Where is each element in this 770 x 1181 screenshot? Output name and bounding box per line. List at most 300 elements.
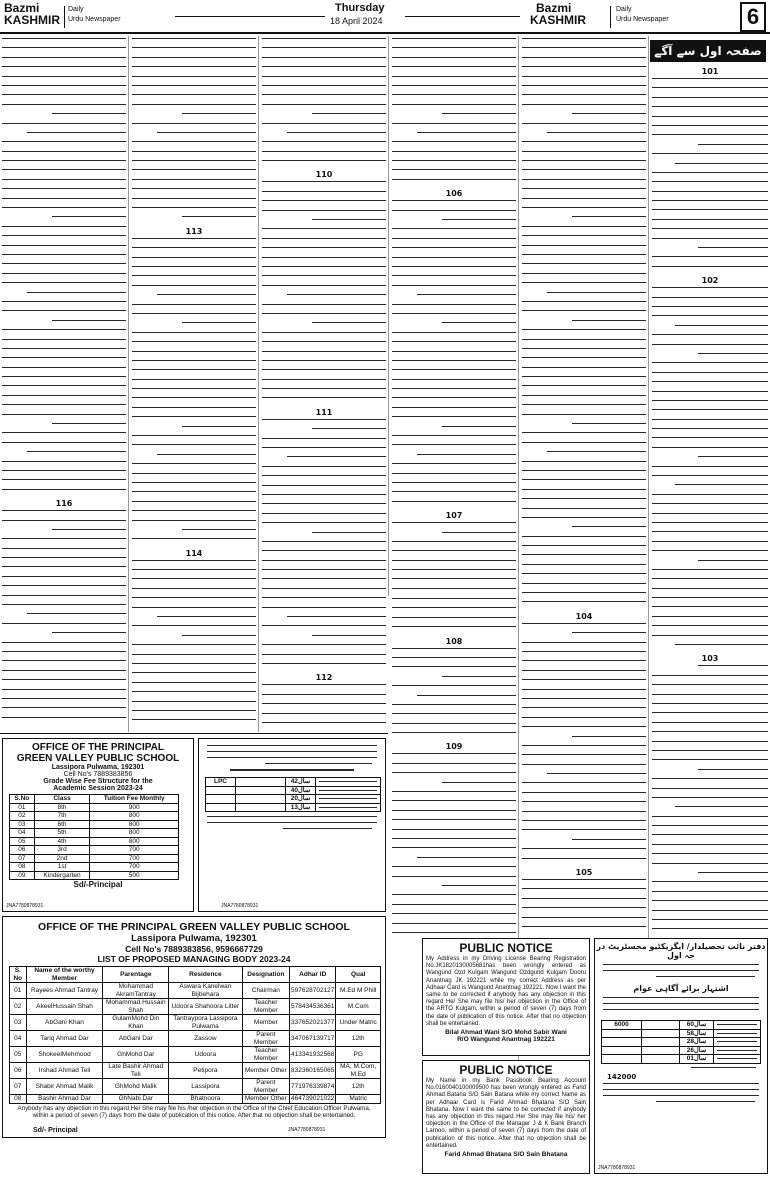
text-line: [522, 226, 646, 231]
text-line: [2, 301, 126, 306]
text-line: [392, 904, 516, 909]
mb-table-cell: Udoora: [169, 1047, 243, 1063]
mb-table-cell: Member: [242, 1015, 289, 1031]
text-line: [522, 76, 646, 81]
text-line: [262, 351, 386, 356]
urdu-ad-1-table: [205, 777, 381, 812]
article-number: 106: [445, 189, 463, 199]
text-line: [2, 66, 126, 71]
text-line: [652, 297, 768, 302]
pn2-body: My Name in my Bank Passbook Bearing Account No.0160040100009500 has been wrongly entered as Farid Ahmad Batana S/O Sain Batana while my correct Name as per Adhaar Card is Farid Ahmad Bhatana S/O Sain Bhatana. Now I want the same to be corrected if anybody has any objection in this regard He/ She may file his/ her objection in the Office of the Manager J & K Bank Branch Larnoo, within a period of seven (7) days from the date of publication of this notice. After that no objection shall be entertained.: [426, 1078, 586, 1149]
mb-table-cell: ShokeelMehmood: [26, 1047, 103, 1063]
urdu-ad-2-blank: [642, 1046, 680, 1055]
text-line: [262, 447, 386, 452]
text-line: [522, 811, 646, 816]
text-line: [132, 588, 256, 593]
text-line: [522, 169, 646, 174]
text-line: [572, 423, 646, 428]
column-rule: [128, 36, 129, 732]
urdu-ad-1-name: [316, 778, 381, 787]
fee-table-row: [10, 837, 179, 846]
fee-table-cell: 02: [10, 812, 35, 821]
urdu-ad-2-table: [601, 1020, 761, 1064]
text-line: [262, 360, 386, 365]
text-line: [522, 188, 646, 193]
school-ad-sign: Sd/-Principal: [73, 880, 123, 889]
text-line: [522, 689, 646, 694]
text-line: [132, 435, 256, 440]
text-line: [417, 454, 516, 459]
text-line: [392, 247, 516, 252]
fee-table-cell: 5th: [34, 829, 90, 838]
text-line: [262, 550, 386, 555]
text-line: [392, 732, 516, 737]
text-line: [132, 663, 256, 668]
text-line: [392, 753, 516, 758]
text-line: [652, 409, 768, 414]
fee-table-cell: 3rd: [34, 846, 90, 855]
mb-table-cell: Tariq Ahmad Dar: [26, 1031, 103, 1047]
text-line: [262, 285, 386, 290]
text-line: [392, 463, 516, 468]
text-line: [652, 910, 768, 915]
text-line: [287, 456, 386, 461]
text-line: [522, 651, 646, 656]
urdu-ad-2-years: [680, 1038, 714, 1047]
text-line: [262, 160, 386, 165]
text-line: [132, 313, 256, 318]
text-line: [652, 741, 768, 746]
mb-table-cell: M.Com: [336, 999, 381, 1015]
text-line: [522, 123, 646, 128]
text-line: [522, 782, 646, 787]
text-line: [132, 369, 256, 374]
text-line: [287, 294, 386, 299]
column-rule: [258, 36, 259, 732]
article-number: 104: [575, 611, 593, 621]
text-line: [2, 470, 126, 475]
fee-table-row: [10, 871, 179, 880]
text-line: [262, 66, 386, 71]
mb-table-row: [10, 1095, 381, 1104]
brand-left-2: KASHMIR: [4, 13, 60, 27]
text-line: [652, 900, 768, 905]
fee-table-header: Class: [34, 795, 90, 804]
school-ad-subtitle-1: Grade Wise Fee Structure for the: [43, 778, 153, 785]
text-line: [522, 573, 646, 578]
urdu-ad-2-amount: [602, 1029, 642, 1038]
masthead-rule: [405, 16, 520, 17]
text-line: [547, 132, 646, 137]
text-line: [312, 428, 386, 433]
text-line: [2, 520, 126, 525]
mb-table-cell: 04: [10, 1031, 27, 1047]
text-line: [2, 489, 126, 494]
urdu-ad-2-row: [602, 1038, 761, 1047]
text-line: [262, 304, 386, 309]
text-line: [522, 357, 646, 362]
text-line: [572, 320, 646, 325]
text-line: [522, 57, 646, 62]
mb-table-cell: Member Other: [242, 1063, 289, 1079]
masthead-divider: [64, 6, 65, 28]
text-line: [392, 38, 516, 43]
text-line: [2, 461, 126, 466]
text-line: [2, 679, 126, 684]
text-line: [392, 275, 516, 280]
mb-table-cell: 832360165065: [290, 1063, 336, 1079]
urdu-ad-1-tag: LPC: [206, 778, 236, 787]
mb-table-header: Name of the worthy Member: [26, 967, 103, 983]
mb-table-cell: Lassipora: [169, 1079, 243, 1095]
urdu-ad-2-unit: سال: [694, 1038, 707, 1045]
text-line: [2, 151, 126, 156]
mb-table-cell: 08: [10, 1095, 27, 1104]
text-line: [698, 144, 768, 149]
urdu-ad-2-amount: [602, 1038, 642, 1047]
text-line: [572, 216, 646, 221]
text-line: [2, 339, 126, 344]
text-line: [2, 670, 126, 675]
text-line: [522, 160, 646, 165]
mb-table-row: [10, 999, 381, 1015]
masthead-rule: [175, 16, 325, 17]
masthead-divider: [610, 6, 611, 28]
text-line: [392, 560, 516, 565]
article-number: 103: [701, 654, 719, 664]
text-line: [522, 698, 646, 703]
text-line: [262, 210, 386, 215]
text-line: [652, 834, 768, 839]
text-line: [652, 891, 768, 896]
text-line: [312, 532, 386, 537]
fee-table-cell: 6th: [34, 820, 90, 829]
text-line: [392, 388, 516, 393]
text-line: [522, 592, 646, 597]
text-line: [522, 792, 646, 797]
text-line: [157, 294, 256, 299]
text-line: [522, 717, 646, 722]
text-line: [2, 235, 126, 240]
mb-table-cell: 07: [10, 1079, 27, 1095]
text-line: [652, 616, 768, 621]
fee-table: [9, 794, 179, 880]
text-line: [392, 66, 516, 71]
text-line: [132, 510, 256, 515]
mb-table-cell: 578434536361: [290, 999, 336, 1015]
text-line: [675, 484, 768, 489]
text-line: [522, 489, 646, 494]
urdu-ad-1-qty: [286, 778, 316, 787]
text-line: [392, 285, 516, 290]
text-line: [262, 200, 386, 205]
text-line: [262, 722, 386, 727]
urdu-ad-2-amount: [602, 1055, 642, 1064]
text-line: [652, 797, 768, 802]
text-line: [182, 322, 256, 327]
text-line: [522, 301, 646, 306]
text-line: [392, 819, 516, 824]
text-line: [652, 381, 768, 386]
text-line: [312, 113, 386, 118]
column-rule: [388, 36, 389, 596]
article-number: 102: [701, 276, 719, 286]
school-ad-subtitle-2: Academic Session 2023-24: [53, 785, 143, 792]
text-line: [652, 372, 768, 377]
text-line: [522, 273, 646, 278]
pn2-sign: Farid Ahmad Bhatana S/O Sain Bhatana: [444, 1151, 568, 1159]
text-line: [2, 104, 126, 109]
fee-table-cell: 07: [10, 854, 35, 863]
mb-table-cell: Rayees Ahmad Tantray: [26, 983, 103, 999]
mb-table-cell: Parent Member: [242, 1031, 289, 1047]
tag-left-1: Daily: [68, 6, 84, 13]
text-line: [2, 548, 126, 553]
fee-table-row: [10, 829, 179, 838]
text-line: [652, 228, 768, 233]
text-line: [652, 428, 768, 433]
text-line: [652, 503, 768, 508]
urdu-ad-1-blank: [236, 778, 286, 787]
text-line: [522, 848, 646, 853]
text-line: [522, 801, 646, 806]
text-line: [442, 885, 516, 890]
text-line: [392, 617, 516, 622]
mb-table-cell: 413341932568: [290, 1047, 336, 1063]
text-line: [652, 400, 768, 405]
text-line: [442, 782, 516, 787]
fee-table-cell: 800: [90, 820, 179, 829]
pn1-sign-1: Bilal Ahmad Wani S/O Mohd Sabir Wani: [445, 1029, 567, 1037]
text-line: [652, 494, 768, 499]
article-column-6: [652, 66, 768, 936]
mb-table-cell: PG: [336, 1047, 381, 1063]
fee-table-cell: 06: [10, 846, 35, 855]
text-line: [652, 106, 768, 111]
text-line: [132, 47, 256, 52]
text-line: [522, 660, 646, 665]
mb-table-cell: Mohammad AkramTantray: [103, 983, 169, 999]
text-line: [182, 216, 256, 221]
text-line: [2, 689, 126, 694]
urdu-ad-1-name: [316, 786, 381, 795]
text-line: [652, 391, 768, 396]
text-line: [392, 228, 516, 233]
text-line: [2, 604, 126, 609]
mb-table-cell: GulamMohd Din Khan: [103, 1015, 169, 1031]
text-line: [262, 625, 386, 630]
urdu-ad-1-qty-value: 42: [290, 778, 299, 785]
text-line: [392, 200, 516, 205]
article-number: 107: [445, 511, 463, 521]
text-line: [2, 348, 126, 353]
text-line: [522, 926, 646, 931]
fee-table-cell: 04: [10, 829, 35, 838]
text-line: [2, 538, 126, 543]
urdu-ad-2-unit: سال: [694, 1055, 707, 1062]
text-line: [522, 820, 646, 825]
text-line: [392, 685, 516, 690]
article-column-4b: [392, 598, 516, 938]
urdu-ad-1-row: [206, 795, 381, 804]
text-line: [2, 57, 126, 62]
text-line: [652, 344, 768, 349]
urdu-ad-1-qty-value: 20: [290, 795, 299, 802]
text-line: [698, 665, 768, 670]
urdu-ad-2-blank: [642, 1021, 680, 1030]
text-line: [522, 442, 646, 447]
pn1-body: My Address in my Driving License Bearing Registration No.JK1820130005681has been wrongly entered as Wangund Ozd Kulgam Wangund Ozdgund Kulgam Dooru Anantnag JK 192221 while my correct Address as per Adhaar Card is Wangund Anantnag 192221. Now I want the same to be corrected if anybody has any objection in this regard He/ She may file his/ her objection in the Office of the ARTO Kulgam, within a period of seven (7) days from the date of publication of this notice. After that no objection shall be entertained.: [426, 956, 586, 1027]
text-line: [132, 207, 256, 212]
mb-table-cell: 464739021022: [291, 1095, 335, 1102]
urdu-ad-1-unit: سال: [298, 778, 311, 785]
text-line: [652, 569, 768, 574]
text-line: [132, 710, 256, 715]
text-line: [652, 531, 768, 536]
mb-table-cell: 06: [10, 1063, 27, 1079]
text-line: [392, 838, 516, 843]
text-line: [132, 285, 256, 290]
mb-table-cell: 03: [10, 1015, 27, 1031]
text-line: [182, 529, 256, 534]
text-line: [2, 160, 126, 165]
text-line: [392, 894, 516, 899]
text-line: [262, 123, 386, 128]
text-line: [652, 853, 768, 858]
article-number: 112: [315, 673, 333, 683]
mb-table-cell: GhMohd Dar: [103, 1047, 169, 1063]
mb-table-row: [10, 1031, 381, 1047]
mb-table-header: S. No: [10, 967, 27, 983]
article-number: 101: [701, 67, 719, 76]
text-line: [698, 769, 768, 774]
text-line: [132, 520, 256, 525]
brand-right-2: KASHMIR: [530, 13, 586, 27]
urdu-ad-1-name: [316, 795, 381, 804]
text-line: [522, 47, 646, 52]
text-line: [262, 369, 386, 374]
mb-table-cell: Irshad Ahmad Teli: [26, 1063, 103, 1079]
text-line: [2, 169, 126, 174]
text-line: [392, 407, 516, 412]
text-line: [442, 322, 516, 327]
urdu-ad-2-name: [714, 1055, 761, 1064]
text-line: [392, 257, 516, 262]
urdu-ad-2-name: [714, 1029, 761, 1038]
brand-right-1: Bazmi: [536, 1, 572, 15]
text-line: [522, 858, 646, 863]
text-line: [2, 357, 126, 362]
text-line: [262, 713, 386, 718]
masthead: [0, 0, 770, 34]
text-line: [392, 876, 516, 881]
text-line: [522, 888, 646, 893]
text-line: [262, 644, 386, 649]
text-line: [132, 341, 256, 346]
text-line: [698, 456, 768, 461]
text-line: [262, 151, 386, 156]
fee-table-cell: 05: [10, 837, 35, 846]
text-line: [522, 726, 646, 731]
text-line: [262, 38, 386, 43]
text-line: [522, 879, 646, 884]
text-line: [262, 578, 386, 583]
text-line: [262, 313, 386, 318]
text-line: [652, 928, 768, 933]
text-line: [675, 806, 768, 811]
text-line: [262, 104, 386, 109]
mb-table-cell: 02: [10, 999, 27, 1015]
text-line: [157, 454, 256, 459]
text-line: [2, 245, 126, 250]
urdu-ad-2-name: [714, 1038, 761, 1047]
text-line: [392, 501, 516, 506]
urdu-ad-2-unit: سال: [694, 1029, 707, 1037]
section-banner: صفحہ اول سے آگے: [650, 40, 766, 62]
text-line: [27, 292, 126, 297]
mb-table-header: Designation: [242, 967, 289, 983]
text-line: [392, 491, 516, 496]
text-line: [652, 362, 768, 367]
text-line: [132, 416, 256, 421]
text-line: [262, 341, 386, 346]
mb-table-row: [10, 1015, 381, 1031]
urdu-ad-1-row: [206, 786, 381, 795]
mb-table-cell: M.Ed M Phill: [336, 983, 381, 999]
text-line: [132, 76, 256, 81]
text-line: [522, 898, 646, 903]
text-line: [2, 576, 126, 581]
article-number: 108: [445, 636, 463, 646]
text-line: [522, 235, 646, 240]
text-line: [417, 857, 516, 862]
text-line: [652, 703, 768, 708]
urdu-ad-2-years: [680, 1021, 714, 1030]
urdu-ad-2-years: [680, 1029, 714, 1038]
mb-table-cell: AbGani Dar: [103, 1031, 169, 1047]
text-line: [132, 266, 256, 271]
text-line: [392, 351, 516, 356]
mb-table-cell: GhMohd Malik: [103, 1079, 169, 1095]
text-line: [27, 613, 126, 618]
text-line: [652, 788, 768, 793]
text-line: [392, 179, 516, 184]
urdu-ad-2-years: [680, 1055, 714, 1064]
text-line: [132, 151, 256, 156]
text-line: [262, 266, 386, 271]
text-line: [392, 763, 516, 768]
pn2-title: PUBLIC NOTICE: [459, 1063, 553, 1077]
mb-table-header: Qual: [336, 967, 381, 983]
text-line: [262, 47, 386, 52]
text-line: [392, 578, 516, 583]
article-number: 113: [185, 226, 203, 236]
text-line: [2, 717, 126, 722]
text-line: [392, 151, 516, 156]
article-column-1: [2, 38, 126, 728]
urdu-ad-1-name: [316, 803, 381, 812]
text-line: [262, 94, 386, 99]
mb-table-cell: Member Other: [242, 1095, 289, 1104]
school-ad-title-2: GREEN VALLEY PUBLIC SCHOOL: [16, 753, 180, 764]
text-line: [132, 701, 256, 706]
school-fee-ad: [2, 738, 194, 912]
text-line: [652, 750, 768, 755]
fee-table-cell: 1st: [34, 863, 90, 872]
text-line: [157, 132, 256, 137]
text-line: [392, 723, 516, 728]
text-line: [262, 522, 386, 527]
